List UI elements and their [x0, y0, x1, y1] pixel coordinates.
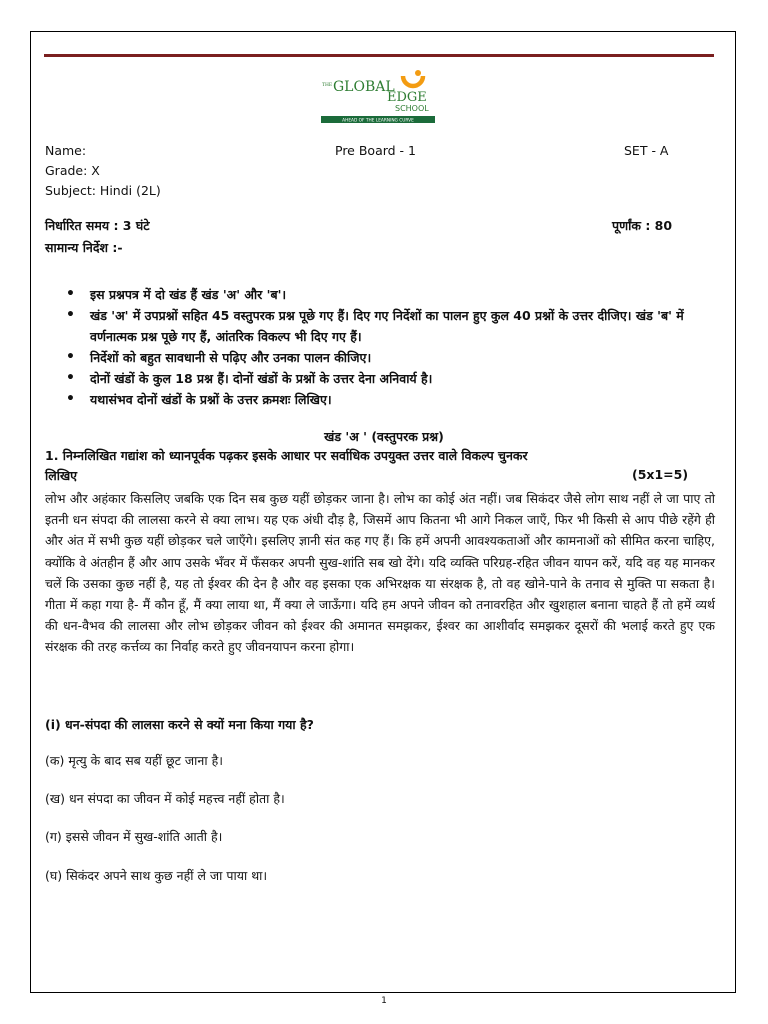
question-marks: (5x1=5) [632, 467, 689, 482]
set-label: SET - A [624, 143, 669, 158]
question-prompt-line2: लिखिए [45, 468, 78, 483]
option-ga: (ग) इससे जीवन में सुख-शांति आती है। [45, 829, 223, 844]
question-prompt-line1: 1. निम्नलिखित गद्यांश को ध्यानपूर्वक पढ़कर इसके आधार पर सर्वाधिक उपयुक्त उत्तर वाले विकल्प चुनकर [45, 448, 528, 463]
max-marks: पूर्णांक : 80 [612, 218, 673, 233]
exam-title: Pre Board - 1 [335, 143, 416, 158]
sub-question: (i) धन-संपदा की लालसा करने से क्यों मना किया गया है? [45, 717, 314, 732]
svg-text:GLOBAL: GLOBAL [333, 79, 395, 95]
subject-label: Subject: Hindi (2L) [45, 183, 161, 198]
svg-text:SCHOOL: SCHOOL [395, 104, 429, 113]
grade-label: Grade: X [45, 163, 100, 178]
option-ka: (क) मृत्यु के बाद सब यहीं छूट जाना है। [45, 753, 223, 768]
name-label: Name: [45, 143, 87, 158]
logo-art-icon [319, 64, 437, 130]
svg-text:AHEAD OF THE LEARNING CURVE: AHEAD OF THE LEARNING CURVE [342, 118, 414, 124]
option-kha: (ख) धन संपदा का जीवन में कोई महत्त्व नहीं होता है। [45, 791, 285, 806]
instruction-item: • खंड 'अ' में उपप्रश्नों सहित 45 वस्तुपरक प्रश्न पूछे गए हैं। दिए गए निर्देशों का पालन हुए कुल 40 प्रश्नों के उत्तर दीजिए। खंड 'ब' में वर्णनात्मक प्रश्न पूछे गए हैं, आंतरिक विकल्प भी दिए गए हैं। [64, 305, 704, 347]
instructions-list [64, 284, 704, 410]
instruction-item: • इस प्रश्नपत्र में दो खंड हैं खंड 'अ' और 'ब'। [64, 284, 704, 305]
page-number: 1 [381, 996, 387, 1006]
school-logo [319, 64, 437, 130]
svg-text:EDGE: EDGE [387, 90, 427, 105]
top-rule [44, 54, 714, 57]
instructions-heading: सामान्य निर्देश :- [45, 240, 123, 255]
svg-text:THE: THE [322, 83, 333, 88]
time-allowed: निर्धारित समय : 3 घंटे [45, 218, 150, 233]
instruction-item: • यथासंभव दोनों खंडों के प्रश्नों के उत्तर क्रमशः लिखिए। [64, 389, 704, 410]
option-gha: (घ) सिकंदर अपने साथ कुछ नहीं ले जा पाया था। [45, 868, 268, 883]
instruction-item: • दोनों खंडों के कुल 18 प्रश्न हैं। दोनों खंडों के प्रश्नों के उत्तर देना अनिवार्य है। [64, 368, 704, 389]
passage-text: लोभ और अहंकार किसलिए जबकि एक दिन सब कुछ यहीं छोड़कर जाना है। लोभ का कोई अंत नहीं। जब सिकंदर जैसे लोग साथ नहीं ले जा पाए तो इतनी धन संपदा की लालसा करने से क्या लाभ। यह एक अंधी दौड़ है, जिसमें आप कितना भी आगे निकल जाएँ, फिर भी किसी से आप पीछे रहेंगे ही और अंत में सभी कुछ यहीं छोड़कर चले जाएँगे। इसलिए ज्ञानी संत कह गए हैं। कि हमें अपनी आवश्यकताओं और कामनाओं को सीमित करना चाहिए, क्योंकि वे अंतहीन हैं और आप उसके भँवर में फँसकर अपनी सुख-शांति सब खो देंगे। यदि व्यक्ति परिग्रह-रहित जीवन यापन करें, यदि वह यह मानकर चलें कि उसका कुछ नहीं है, यह तो ईश्वर की देन है और वह इसका एक अभिरक्षक या संरक्षक है, तो वह खोने-पाने के तनाव से मुक्ति पा सकता है। गीता में कहा गया है- मैं कौन हूँ, मैं क्या लाया था, मैं क्या ले जाऊँगा। यदि हम अपने जीवन को तनावरहित और खुशहाल बनाना चाहते हैं तो हमें व्यर्थ की धन-वैभव की लालसा और लोभ छोड़कर जीवन को ईश्वर की अमानत समझकर, ईश्वर का आशीर्वाद समझकर दूसरों की भलाई करते हुए एक संरक्षक की तरह कर्त्तव्य का निर्वाह करते हुए जीवनयापन करना होगा। [45, 491, 715, 655]
section-title: खंड 'अ ' (वस्तुपरक प्रश्न) [324, 429, 444, 444]
instruction-item: • निर्देशों को बहुत सावधानी से पढ़िए और उनका पालन कीजिए। [64, 347, 704, 368]
